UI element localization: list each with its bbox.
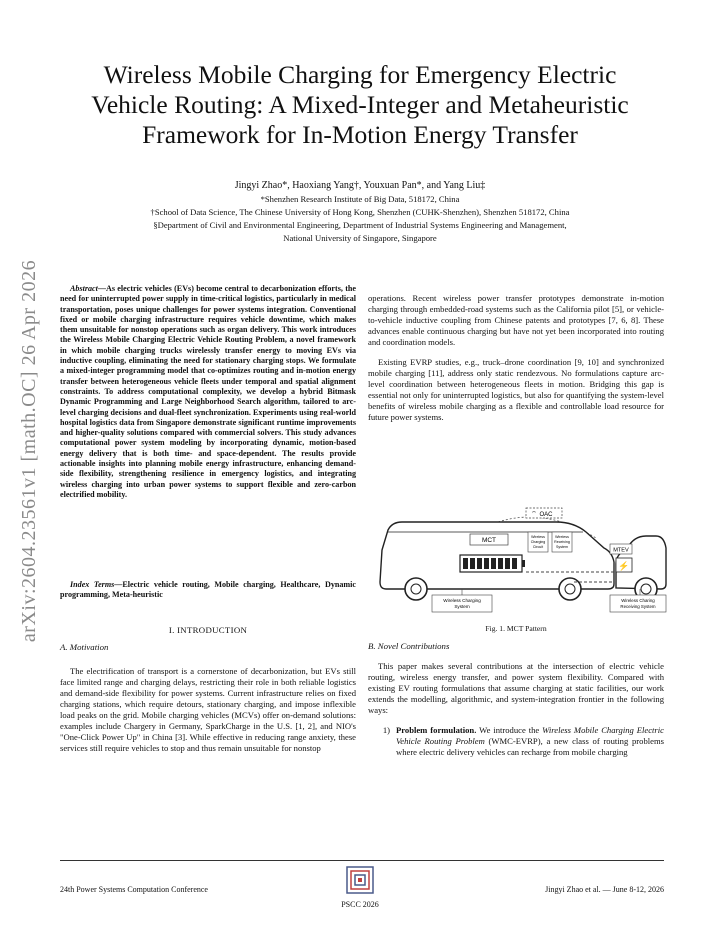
circuit-label: Charging: [530, 540, 546, 544]
oac-label: OAC: [539, 512, 553, 518]
footer-center: PSCC 2026: [341, 900, 379, 909]
affiliation: National University of Singapore, Singapore: [283, 233, 437, 243]
contributions-section: [368, 641, 664, 758]
pscc-logo-icon: [346, 866, 374, 894]
right-column-text: [368, 284, 664, 432]
abstract-text: —As electric vehicles (EVs) become central to decarbonization efforts, the need for uninterrupted power supply in time-critical logistics, particularly in medical transportation, poses unique challenges for power systems integration. Conventional fixed or mobile charging infrastructure requires vehicle downtime, which makes them unsuitable for nonstop operations such as organ delivery. This work introduces the Wireless Mobile Charging Electric Vehicle Routing Problem, a novel framework in which mobile charging trucks wirelessly transfer energy to moving EVs via inductive coupling, eliminating the need for stationary charging stops. We formulate a mixed-integer programming model that co-optimizes routing and in-motion energy transfer between heterogeneous vehicle fleets under temporal and spatial alignment constraints. To address computational complexity, we develop a hybrid Bitmask Dynamic Programming and Large Neighborhood Search algorithm, tailored to arc-level charging decisions and dual-fleet synchronization. Experiments using real-world hospital logistics data from Singapore demonstrate significant runtime improvements and higher-quality solutions compared with commercial solvers. This study advances computational power system modeling by incorporating dynamic, motion-based energy delivery that is both time- and space-dependent. The results provide actionable insights into planning mobile energy infrastructure, enhancing demand-side flexibility, strengthening resilience in emergency logistics, and integrating wireless charging into urban power systems to support flexible and zero-carbon electrified mobility.: [60, 284, 356, 499]
section-heading-introduction: I. INTRODUCTION: [168, 625, 248, 635]
abstract: [60, 284, 356, 500]
mct-label: MCT: [481, 537, 497, 544]
circuit-label: Circuit: [532, 545, 544, 549]
mct-pattern-figure: [378, 492, 668, 616]
receiving-label: Receiving: [554, 540, 570, 544]
intro-text-continued: operations. Recent wireless power transfer prototypes demonstrate in-motion charging through embedded-road systems such as the California pilot [5], or vehicle-to-vehicle inductive coupling from Chinese patents and prototypes [7, 6, 8]. These advances enable continuous charging but have not yet been incorporated into routing and coordination models.: [368, 292, 664, 347]
intro-paragraph: [60, 657, 356, 763]
author-list: Jingyi Zhao*, Haoxiang Yang†, Youxuan Pan*, and Yang Liu‡: [234, 180, 486, 191]
title-line: Vehicle Routing: A Mixed-Integer and Metaheuristic: [91, 90, 629, 119]
receiving-system-label: Wireless Charing: [621, 598, 655, 603]
circuit-label: Wireless: [531, 535, 545, 539]
footer-left: 24th Power Systems Computation Conference: [60, 885, 208, 894]
subsection-heading-motivation: A. Motivation: [60, 642, 109, 652]
title-line: Wireless Mobile Charging for Emergency Electric: [103, 60, 617, 89]
index-terms: [60, 580, 356, 601]
list-item-emphasis: Wireless Mobile Charging Electric Vehicle Routing Problem: [396, 724, 664, 746]
intro-text: The electrification of transport is a cornerstone of decarbonization, but EVs still face limited range and charging delays, restricting their role in both reliable logistics and demand-side flexibility for power systems. Current infrastructure relies on fixed charging stations, which require detours, stationary charging, and impose inflexible load peaks on the grid. Mobile charging vehicles (MCVs) offer on-demand solutions: examples include Chargery in Germany, SparkCharge in the U.S. [1, 2], and NIO's "One-Click Power Up" in China [3]. While effective in reducing range anxiety, these services still require vehicles to stop and thus remain unsuitable for nonstop: [60, 665, 356, 754]
figure-caption: Fig. 1. MCT Pattern: [485, 624, 547, 633]
list-item-text: (WMC-EVRP), a new class of routing problems where electric delivery vehicles can recharge from mobile charging: [396, 735, 664, 757]
list-item-bold: Problem formulation.: [396, 724, 477, 735]
affiliation: †School of Data Science, The Chinese University of Hong Kong, Shenzhen (CUHK-Shenzhen), Shenzhen 518172, China: [150, 207, 570, 217]
list-item-text: We introduce the: [476, 724, 543, 735]
receiving-label: System: [556, 545, 568, 549]
charging-system-label: System: [454, 604, 470, 609]
receiving-system-label: Receiving System: [620, 604, 656, 609]
affiliation: *Shenzhen Research Institute of Big Data, 518172, China: [260, 194, 460, 204]
mtev-label: MTEV: [613, 547, 629, 554]
abstract-label: Abstract: [70, 284, 98, 293]
charging-system-label: Wireless Charging: [443, 598, 481, 603]
subsection-heading-contributions: B. Novel Contributions: [368, 641, 450, 651]
affiliation: §Department of Civil and Environmental Engineering, Department of Industrial Systems Engineering and Management,: [153, 220, 567, 230]
intro-paragraph-2: Existing EVRP studies, e.g., truck–drone coordination [9, 10] and synchronized mobile charging [11], address only static rendezvous. No formulations capture arc-level coordination between heterogeneous fleets in motion. Bridging this gap is essential not only for uninterrupted logistics, but also for quantifying the system-level benefits of wireless mobile charging as a flexible and controllable load resource for future power systems.: [368, 356, 664, 423]
list-item: [368, 725, 664, 758]
footer-rule: [60, 860, 664, 861]
receiving-label: Wireless: [555, 535, 569, 539]
bolt-icon: ⚡: [618, 561, 630, 571]
paper-title: [50, 60, 670, 150]
arxiv-sidebar-id: arXiv:2604.23561v1 [math.OC] 26 Apr 2026: [18, 259, 40, 643]
footer-right: Jingyi Zhao et al. — June 8-12, 2026: [545, 885, 664, 894]
contributions-paragraph: This paper makes several contributions at the intersection of electric vehicle routing, wireless energy transfer, and power system flexibility. Compared with existing EV routing formulations that assume charging at static facilities, our work extends the modelling, algorithmic, and system-integration frontier in the following ways:: [368, 660, 664, 716]
index-terms-label: Index Terms: [70, 580, 115, 589]
index-terms-text: —Electric vehicle routing, Mobile charging, Healthcare, Dynamic programming, Meta-heuristic: [60, 580, 357, 600]
wifi-icon: ⌔: [531, 511, 537, 518]
list-item-number: 1): [382, 724, 390, 735]
title-line: Framework for In-Motion Energy Transfer: [142, 120, 578, 149]
